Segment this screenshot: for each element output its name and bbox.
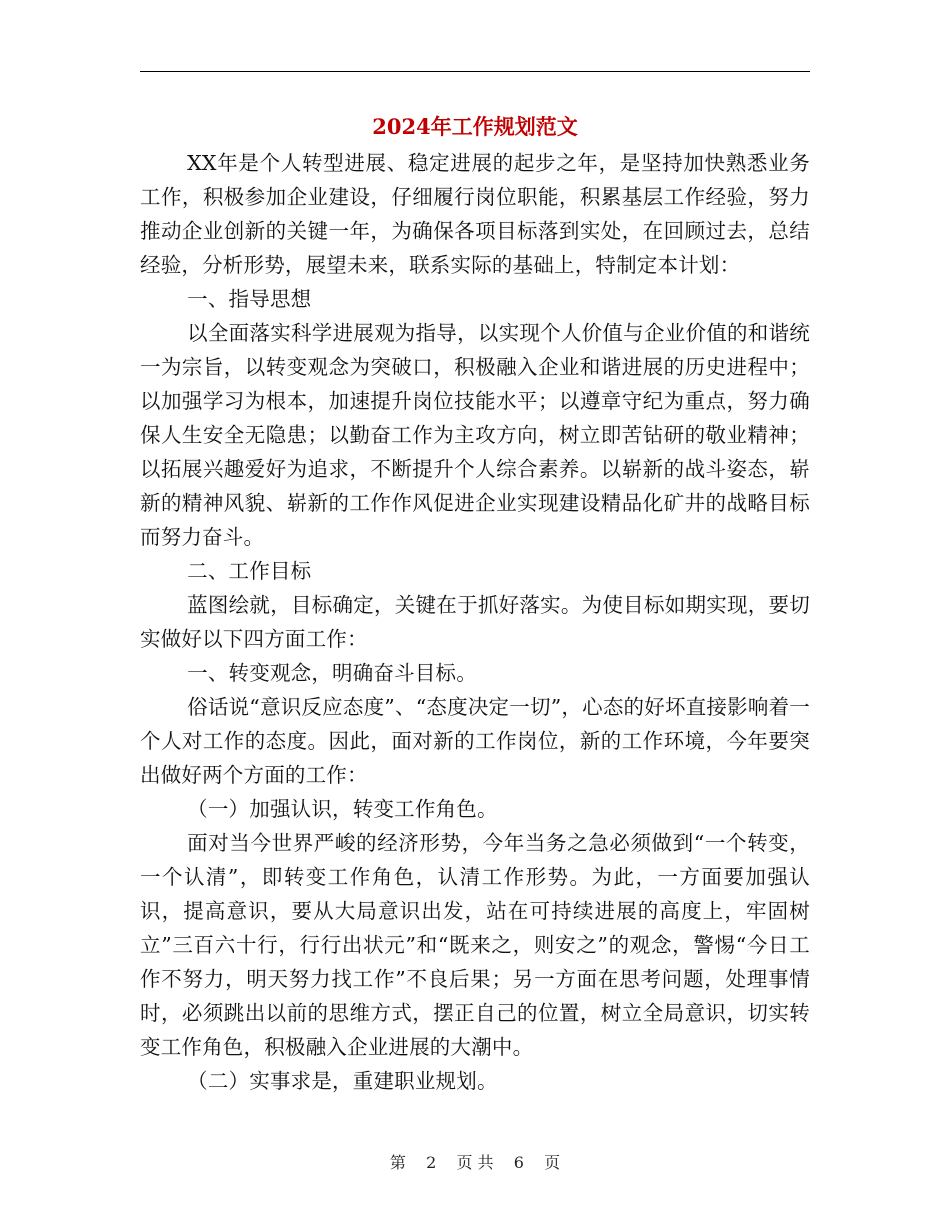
work-goals-paragraph: 蓝图绘就，目标确定，关键在于抓好落实。为使目标如期实现，要切实做好以下四方面工作： (140, 593, 810, 651)
guiding-ideology-paragraph: 以全面落实科学进展观为指导，以实现个人价值与企业价值的和谐统一为宗旨，以转变观念为突破口，积极融入企业和谐进展的历史进程中；以加强学习为根本，加速提升岗位技能水平；以遵章守纪为重点，努力确保人生安全无隐患；以勤奋工作为主攻方向，树立即苦钻研的敬业精神；以拓展兴趣爱好为追求，不断提升个人综合素养。以崭新的战斗姿态，崭新的精神风貌、崭新的工作作风促进企业实现建设精品化矿井的战略目标而努力奋斗。 (140, 321, 810, 549)
page-label-prefix: 第 (389, 1153, 406, 1172)
subsection-heading-change-mindset: 一、转变观念，明确奋斗目标。 (187, 661, 477, 685)
intro-paragraph: XX年是个人转型进展、稳定进展的起步之年，是坚持加快熟悉业务工作，积极参加企业建设，仔细履行岗位职能，积累基层工作经验，努力推动企业创新的关键一年，为确保各项目标落到实处，在回顾过去，总结经验，分析形势，展望未来，联系实际的基础上，特制定本计划： (140, 151, 810, 277)
header-rule (140, 71, 810, 72)
page-footer (0, 1152, 950, 1174)
strengthen-awareness-paragraph: 面对当今世界严峻的经济形势，今年当务之急必须做到“一个转变，一个认清”，即转变工作角色，认清工作形势。为此，一方面要加强认识，提高意识，要从大局意识出发，站在可持续进展的高度上，牢固树立”三百六十行，行行出状元”和“既来之，则安之”的观念，警惕“今日工作不努力，明天努力找工作”不良后果；另一方面在思考问题，处理事情时，必须跳出以前的思维方式，摆正自己的位置，树立全局意识，切实转变工作角色，积极融入企业进展的大潮中。 (140, 831, 810, 1059)
document-body (140, 146, 810, 1098)
item-heading-career-plan: （二）实事求是，重建职业规划。 (187, 1069, 498, 1093)
change-mindset-paragraph: 俗话说“意识反应态度”、“态度决定一切”，心态的好坏直接影响着一个人对工作的态度。因此，面对新的工作岗位，新的工作环境，今年要突出做好两个方面的工作： (140, 695, 810, 787)
section-heading-guiding-ideology: 一、指导思想 (187, 287, 312, 311)
document-title: 2024年工作规划范文 (372, 114, 578, 139)
item-heading-strengthen-awareness: （一）加强认识，转变工作角色。 (187, 797, 498, 821)
current-page-number: 2 (426, 1153, 437, 1172)
page-label-mid: 页 共 (456, 1153, 494, 1172)
page-label-suffix: 页 (544, 1153, 561, 1172)
total-pages-number: 6 (513, 1153, 524, 1172)
section-heading-work-goals: 二、工作目标 (187, 559, 312, 583)
